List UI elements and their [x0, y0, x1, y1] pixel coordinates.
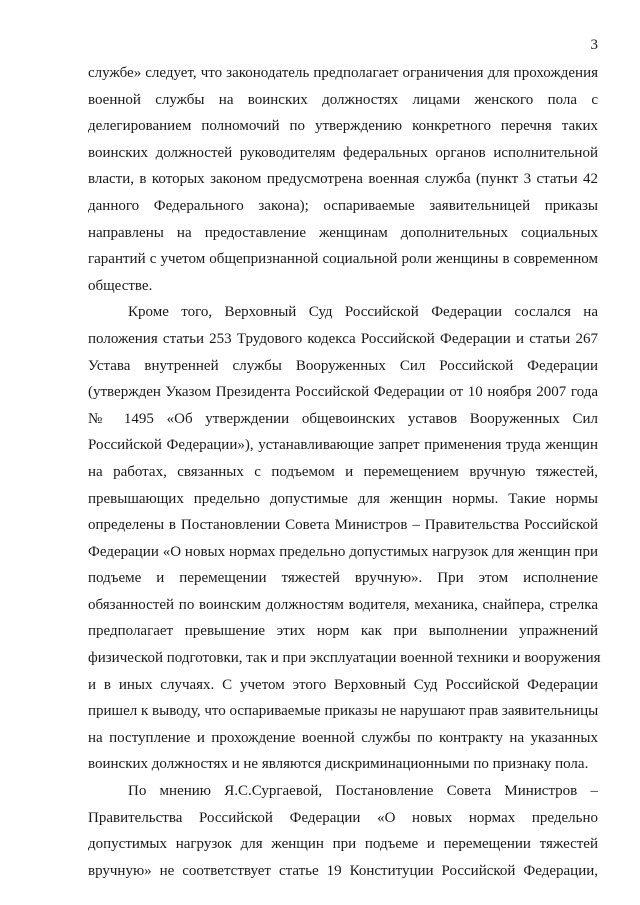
document-body [88, 60, 601, 884]
paragraph-1 [88, 60, 598, 299]
text-line: допустимых нагрузок для женщин при подъеме и перемещении тяжестей [88, 836, 598, 853]
text-line: направлены на предоставление женщинам дополнительных социальных [88, 224, 598, 241]
paragraph-2 [88, 299, 601, 778]
text-line: физической подготовки, так и при эксплуатации военной техники и вооружения [88, 650, 601, 667]
text-line: делегированием полномочий по утверждению конкретного перечня таких [88, 118, 598, 135]
text-line: № 1495 «Об утверждении общевоинских уставов Вооруженных Сил [88, 410, 598, 427]
text-line: Российской Федерации»), устанавливающие запрет применения труда женщин [88, 437, 598, 454]
text-line: власти, в которых законом предусмотрена военная служба (пункт 3 статьи 42 [88, 171, 598, 188]
text-line: По мнению Я.С.Сургаевой, Постановление Совета Министров – [128, 783, 598, 800]
text-line: на работах, связанных с подъемом и перемещением вручную тяжестей, [88, 463, 598, 480]
text-line: обществе. [88, 277, 153, 294]
text-line: воинских должностях и не являются дискриминационными по признаку пола. [88, 756, 589, 773]
text-line: Федерации «О новых нормах предельно допустимых нагрузок для женщин при [88, 543, 598, 560]
text-line: военной службы на воинских должностях лицами женского пола с [88, 91, 598, 108]
text-line: на поступление и прохождение военной службы по контракту на указанных [88, 729, 598, 746]
text-line: данного Федерального закона); оспариваемые заявительницей приказы [88, 197, 598, 214]
text-line: Кроме того, Верховный Суд Российской Федерации сослался на [128, 304, 598, 321]
text-line: обязанностей по воинским должностям водителя, механика, снайпера, стрелка [88, 596, 598, 613]
text-line: воинских должностей руководителям федеральных органов исполнительной [88, 144, 598, 161]
text-line: Правительства Российской Федерации «О новых нормах предельно [88, 809, 598, 826]
text-line: пришел к выводу, что оспариваемые приказы не нарушают прав заявительницы [88, 703, 599, 720]
text-line: (утвержден Указом Президента Российской Федерации от 10 ноября 2007 года [88, 384, 598, 401]
text-line: вручную» не соответствует статье 19 Конституции Российской Федерации, [88, 862, 598, 879]
text-line: подъеме и перемещении тяжестей вручную». При этом исполнение [88, 570, 598, 587]
text-line: положения статьи 253 Трудового кодекса Российской Федерации и статьи 267 [88, 330, 598, 347]
text-line: предполагает превышение этих норм как при выполнении упражнений [88, 623, 598, 640]
text-line: службе» следует, что законодатель предполагает ограничения для прохождения [88, 65, 598, 81]
text-line: превышающих предельно допустимые для женщин нормы. Такие нормы [88, 490, 598, 507]
text-line: определены в Постановлении Совета Министров – Правительства Российской [88, 517, 598, 534]
text-line: гарантий с учетом общепризнанной социальной роли женщины в современном [88, 251, 598, 268]
text-line: Устава внутренней службы Вооруженных Сил Российской Федерации [88, 357, 598, 374]
paragraph-3 [88, 778, 598, 884]
page-number: 3 [590, 37, 598, 53]
text-line: и в иных случаях. С учетом этого Верховный Суд Российской Федерации [88, 676, 598, 693]
